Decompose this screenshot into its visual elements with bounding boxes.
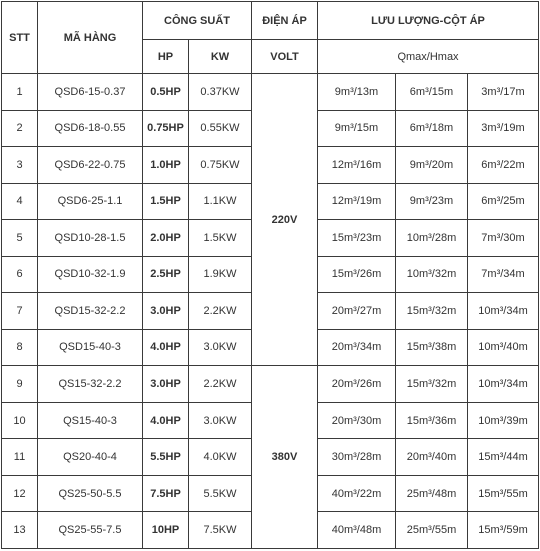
cell-flow-3: 10m³/39m [468, 402, 539, 439]
cell-flow-1: 40m³/22m [318, 475, 396, 512]
table-row [2, 366, 539, 403]
cell-flow-3: 10m³/34m [468, 366, 539, 403]
cell-stt: 13 [2, 512, 38, 549]
cell-flow-2: 25m³/55m [396, 512, 468, 549]
cell-hp: 3.0HP [143, 293, 189, 330]
cell-model: QS15-32-2.2 [38, 366, 143, 403]
cell-hp: 2.5HP [143, 256, 189, 293]
cell-flow-1: 12m³/19m [318, 183, 396, 220]
cell-flow-1: 12m³/16m [318, 147, 396, 184]
cell-model: QSD6-22-0.75 [38, 147, 143, 184]
header-dien-ap: ĐIỆN ÁP [252, 2, 318, 40]
cell-flow-3: 15m³/59m [468, 512, 539, 549]
cell-hp: 4.0HP [143, 329, 189, 366]
cell-kw: 4.0KW [189, 439, 252, 476]
header-kw: KW [189, 40, 252, 74]
cell-flow-3: 6m³/22m [468, 147, 539, 184]
cell-flow-2: 15m³/36m [396, 402, 468, 439]
header-stt: STT [2, 2, 38, 74]
cell-model: QS15-40-3 [38, 402, 143, 439]
cell-model: QSD10-32-1.9 [38, 256, 143, 293]
cell-flow-2: 20m³/40m [396, 439, 468, 476]
cell-stt: 5 [2, 220, 38, 257]
cell-kw: 3.0KW [189, 402, 252, 439]
cell-kw: 2.2KW [189, 366, 252, 403]
cell-flow-3: 15m³/55m [468, 475, 539, 512]
cell-stt: 12 [2, 475, 38, 512]
cell-hp: 5.5HP [143, 439, 189, 476]
cell-flow-3: 3m³/17m [468, 74, 539, 111]
cell-stt: 8 [2, 329, 38, 366]
cell-flow-3: 6m³/25m [468, 183, 539, 220]
cell-flow-3: 7m³/34m [468, 256, 539, 293]
cell-kw: 3.0KW [189, 329, 252, 366]
cell-flow-1: 20m³/27m [318, 293, 396, 330]
cell-hp: 4.0HP [143, 402, 189, 439]
cell-voltage: 220V [252, 74, 318, 366]
cell-hp: 3.0HP [143, 366, 189, 403]
cell-stt: 9 [2, 366, 38, 403]
cell-kw: 0.75KW [189, 147, 252, 184]
header-qmax-hmax: Qmax/Hmax [318, 40, 539, 74]
cell-model: QS20-40-4 [38, 439, 143, 476]
cell-hp: 7.5HP [143, 475, 189, 512]
cell-model: QSD6-15-0.37 [38, 74, 143, 111]
cell-flow-1: 40m³/48m [318, 512, 396, 549]
pump-spec-table [1, 1, 539, 549]
cell-flow-2: 15m³/32m [396, 293, 468, 330]
cell-hp: 0.5HP [143, 74, 189, 111]
cell-flow-1: 9m³/13m [318, 74, 396, 111]
cell-hp: 1.5HP [143, 183, 189, 220]
cell-flow-3: 10m³/34m [468, 293, 539, 330]
cell-hp: 0.75HP [143, 110, 189, 147]
cell-kw: 1.1KW [189, 183, 252, 220]
cell-stt: 7 [2, 293, 38, 330]
cell-model: QSD15-40-3 [38, 329, 143, 366]
cell-model: QSD10-28-1.5 [38, 220, 143, 257]
cell-stt: 4 [2, 183, 38, 220]
cell-kw: 0.37KW [189, 74, 252, 111]
header-row-1 [2, 2, 539, 40]
cell-flow-3: 3m³/19m [468, 110, 539, 147]
cell-hp: 10HP [143, 512, 189, 549]
table-row [2, 74, 539, 111]
cell-flow-1: 15m³/23m [318, 220, 396, 257]
cell-kw: 0.55KW [189, 110, 252, 147]
cell-kw: 1.5KW [189, 220, 252, 257]
cell-model: QSD15-32-2.2 [38, 293, 143, 330]
header-ma-hang: MÃ HÀNG [38, 2, 143, 74]
header-luu-luong: LƯU LƯỢNG-CỘT ÁP [318, 2, 539, 40]
cell-hp: 2.0HP [143, 220, 189, 257]
cell-flow-2: 6m³/15m [396, 74, 468, 111]
cell-flow-3: 7m³/30m [468, 220, 539, 257]
cell-stt: 11 [2, 439, 38, 476]
cell-hp: 1.0HP [143, 147, 189, 184]
cell-flow-1: 20m³/30m [318, 402, 396, 439]
cell-model: QS25-50-5.5 [38, 475, 143, 512]
cell-kw: 2.2KW [189, 293, 252, 330]
cell-kw: 5.5KW [189, 475, 252, 512]
table-body [2, 74, 539, 549]
cell-flow-2: 6m³/18m [396, 110, 468, 147]
cell-model: QS25-55-7.5 [38, 512, 143, 549]
cell-kw: 7.5KW [189, 512, 252, 549]
cell-stt: 6 [2, 256, 38, 293]
cell-kw: 1.9KW [189, 256, 252, 293]
cell-flow-1: 15m³/26m [318, 256, 396, 293]
header-volt: VOLT [252, 40, 318, 74]
cell-model: QSD6-25-1.1 [38, 183, 143, 220]
cell-flow-2: 10m³/32m [396, 256, 468, 293]
cell-flow-2: 15m³/38m [396, 329, 468, 366]
cell-flow-1: 30m³/28m [318, 439, 396, 476]
header-hp: HP [143, 40, 189, 74]
cell-flow-2: 9m³/20m [396, 147, 468, 184]
cell-flow-2: 9m³/23m [396, 183, 468, 220]
cell-flow-3: 15m³/44m [468, 439, 539, 476]
cell-voltage: 380V [252, 366, 318, 549]
cell-flow-2: 10m³/28m [396, 220, 468, 257]
cell-stt: 10 [2, 402, 38, 439]
cell-flow-1: 20m³/34m [318, 329, 396, 366]
cell-flow-1: 9m³/15m [318, 110, 396, 147]
cell-stt: 1 [2, 74, 38, 111]
cell-flow-1: 20m³/26m [318, 366, 396, 403]
cell-model: QSD6-18-0.55 [38, 110, 143, 147]
cell-flow-2: 15m³/32m [396, 366, 468, 403]
cell-stt: 2 [2, 110, 38, 147]
cell-flow-3: 10m³/40m [468, 329, 539, 366]
cell-stt: 3 [2, 147, 38, 184]
cell-flow-2: 25m³/48m [396, 475, 468, 512]
header-cong-suat: CÔNG SUẤT [143, 2, 252, 40]
